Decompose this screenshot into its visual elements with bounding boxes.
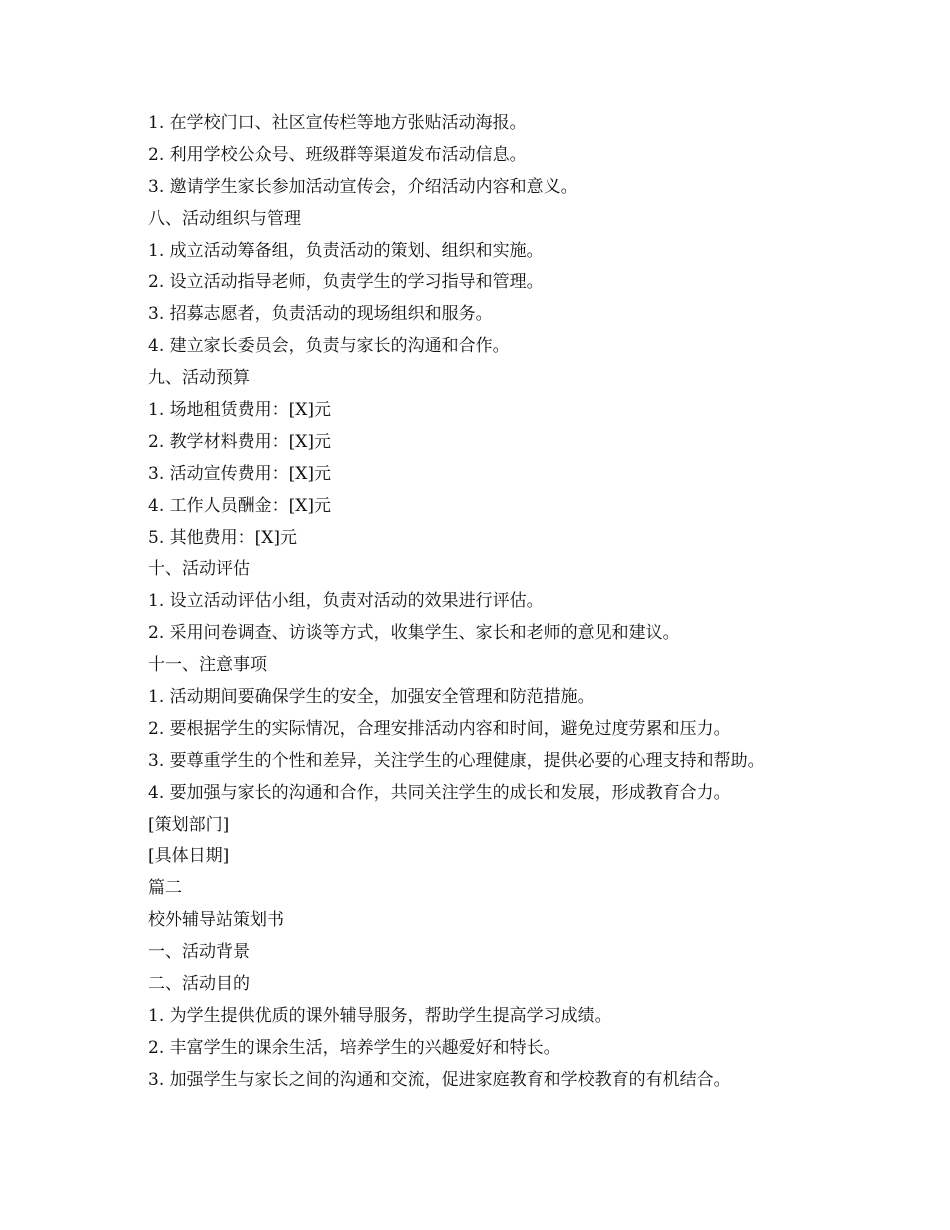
list-item: 2. 丰富学生的课余生活，培养学生的兴趣爱好和特长。 (148, 1037, 561, 1058)
planning-department: [策划部门] (148, 814, 230, 835)
list-item: 1. 为学生提供优质的课外辅导服务，帮助学生提高学习成绩。 (148, 1005, 612, 1026)
section-heading: 九、活动预算 (148, 368, 250, 389)
section-heading: 十、活动评估 (148, 559, 250, 580)
list-item: 5. 其他费用：[X]元 (148, 527, 297, 548)
list-item: 3. 邀请学生家长参加活动宣传会，介绍活动内容和意义。 (148, 176, 578, 197)
list-item: 3. 要尊重学生的个性和差异，关注学生的心理健康，提供必要的心理支持和帮助。 (148, 750, 765, 771)
document-body (148, 108, 848, 1097)
section-heading: 十一、注意事项 (148, 655, 267, 676)
part-heading: 篇二 (148, 878, 182, 899)
section-heading: 一、活动背景 (148, 942, 250, 963)
list-item: 3. 招募志愿者，负责活动的现场组织和服务。 (148, 304, 493, 325)
list-item: 2. 利用学校公众号、班级群等渠道发布活动信息。 (148, 144, 527, 165)
list-item: 2. 设立活动指导老师，负责学生的学习指导和管理。 (148, 272, 544, 293)
document-title: 校外辅导站策划书 (148, 910, 284, 931)
list-item: 1. 在学校门口、社区宣传栏等地方张贴活动海报。 (148, 113, 527, 133)
list-item: 3. 活动宣传费用：[X]元 (148, 463, 331, 484)
specific-date: [具体日期] (148, 846, 230, 867)
list-item: 2. 要根据学生的实际情况，合理安排活动内容和时间，避免过度劳累和压力。 (148, 718, 731, 739)
list-item: 1. 活动期间要确保学生的安全，加强安全管理和防范措施。 (148, 687, 595, 708)
list-item: 4. 工作人员酬金：[X]元 (148, 495, 331, 516)
list-item: 1. 场地租赁费用：[X]元 (148, 400, 331, 421)
list-item: 2. 采用问卷调查、访谈等方式，收集学生、家长和老师的意见和建议。 (148, 623, 680, 644)
list-item: 3. 加强学生与家长之间的沟通和交流，促进家庭教育和学校教育的有机结合。 (148, 1069, 731, 1090)
list-item: 2. 教学材料费用：[X]元 (148, 431, 331, 452)
section-heading: 二、活动目的 (148, 974, 250, 995)
list-item: 4. 要加强与家长的沟通和合作，共同关注学生的成长和发展，形成教育合力。 (148, 782, 731, 803)
section-heading: 八、活动组织与管理 (148, 208, 301, 229)
list-item: 4. 建立家长委员会，负责与家长的沟通和合作。 (148, 336, 510, 357)
list-item: 1. 成立活动筹备组，负责活动的策划、组织和实施。 (148, 240, 544, 261)
list-item: 1. 设立活动评估小组，负责对活动的效果进行评估。 (148, 591, 544, 612)
